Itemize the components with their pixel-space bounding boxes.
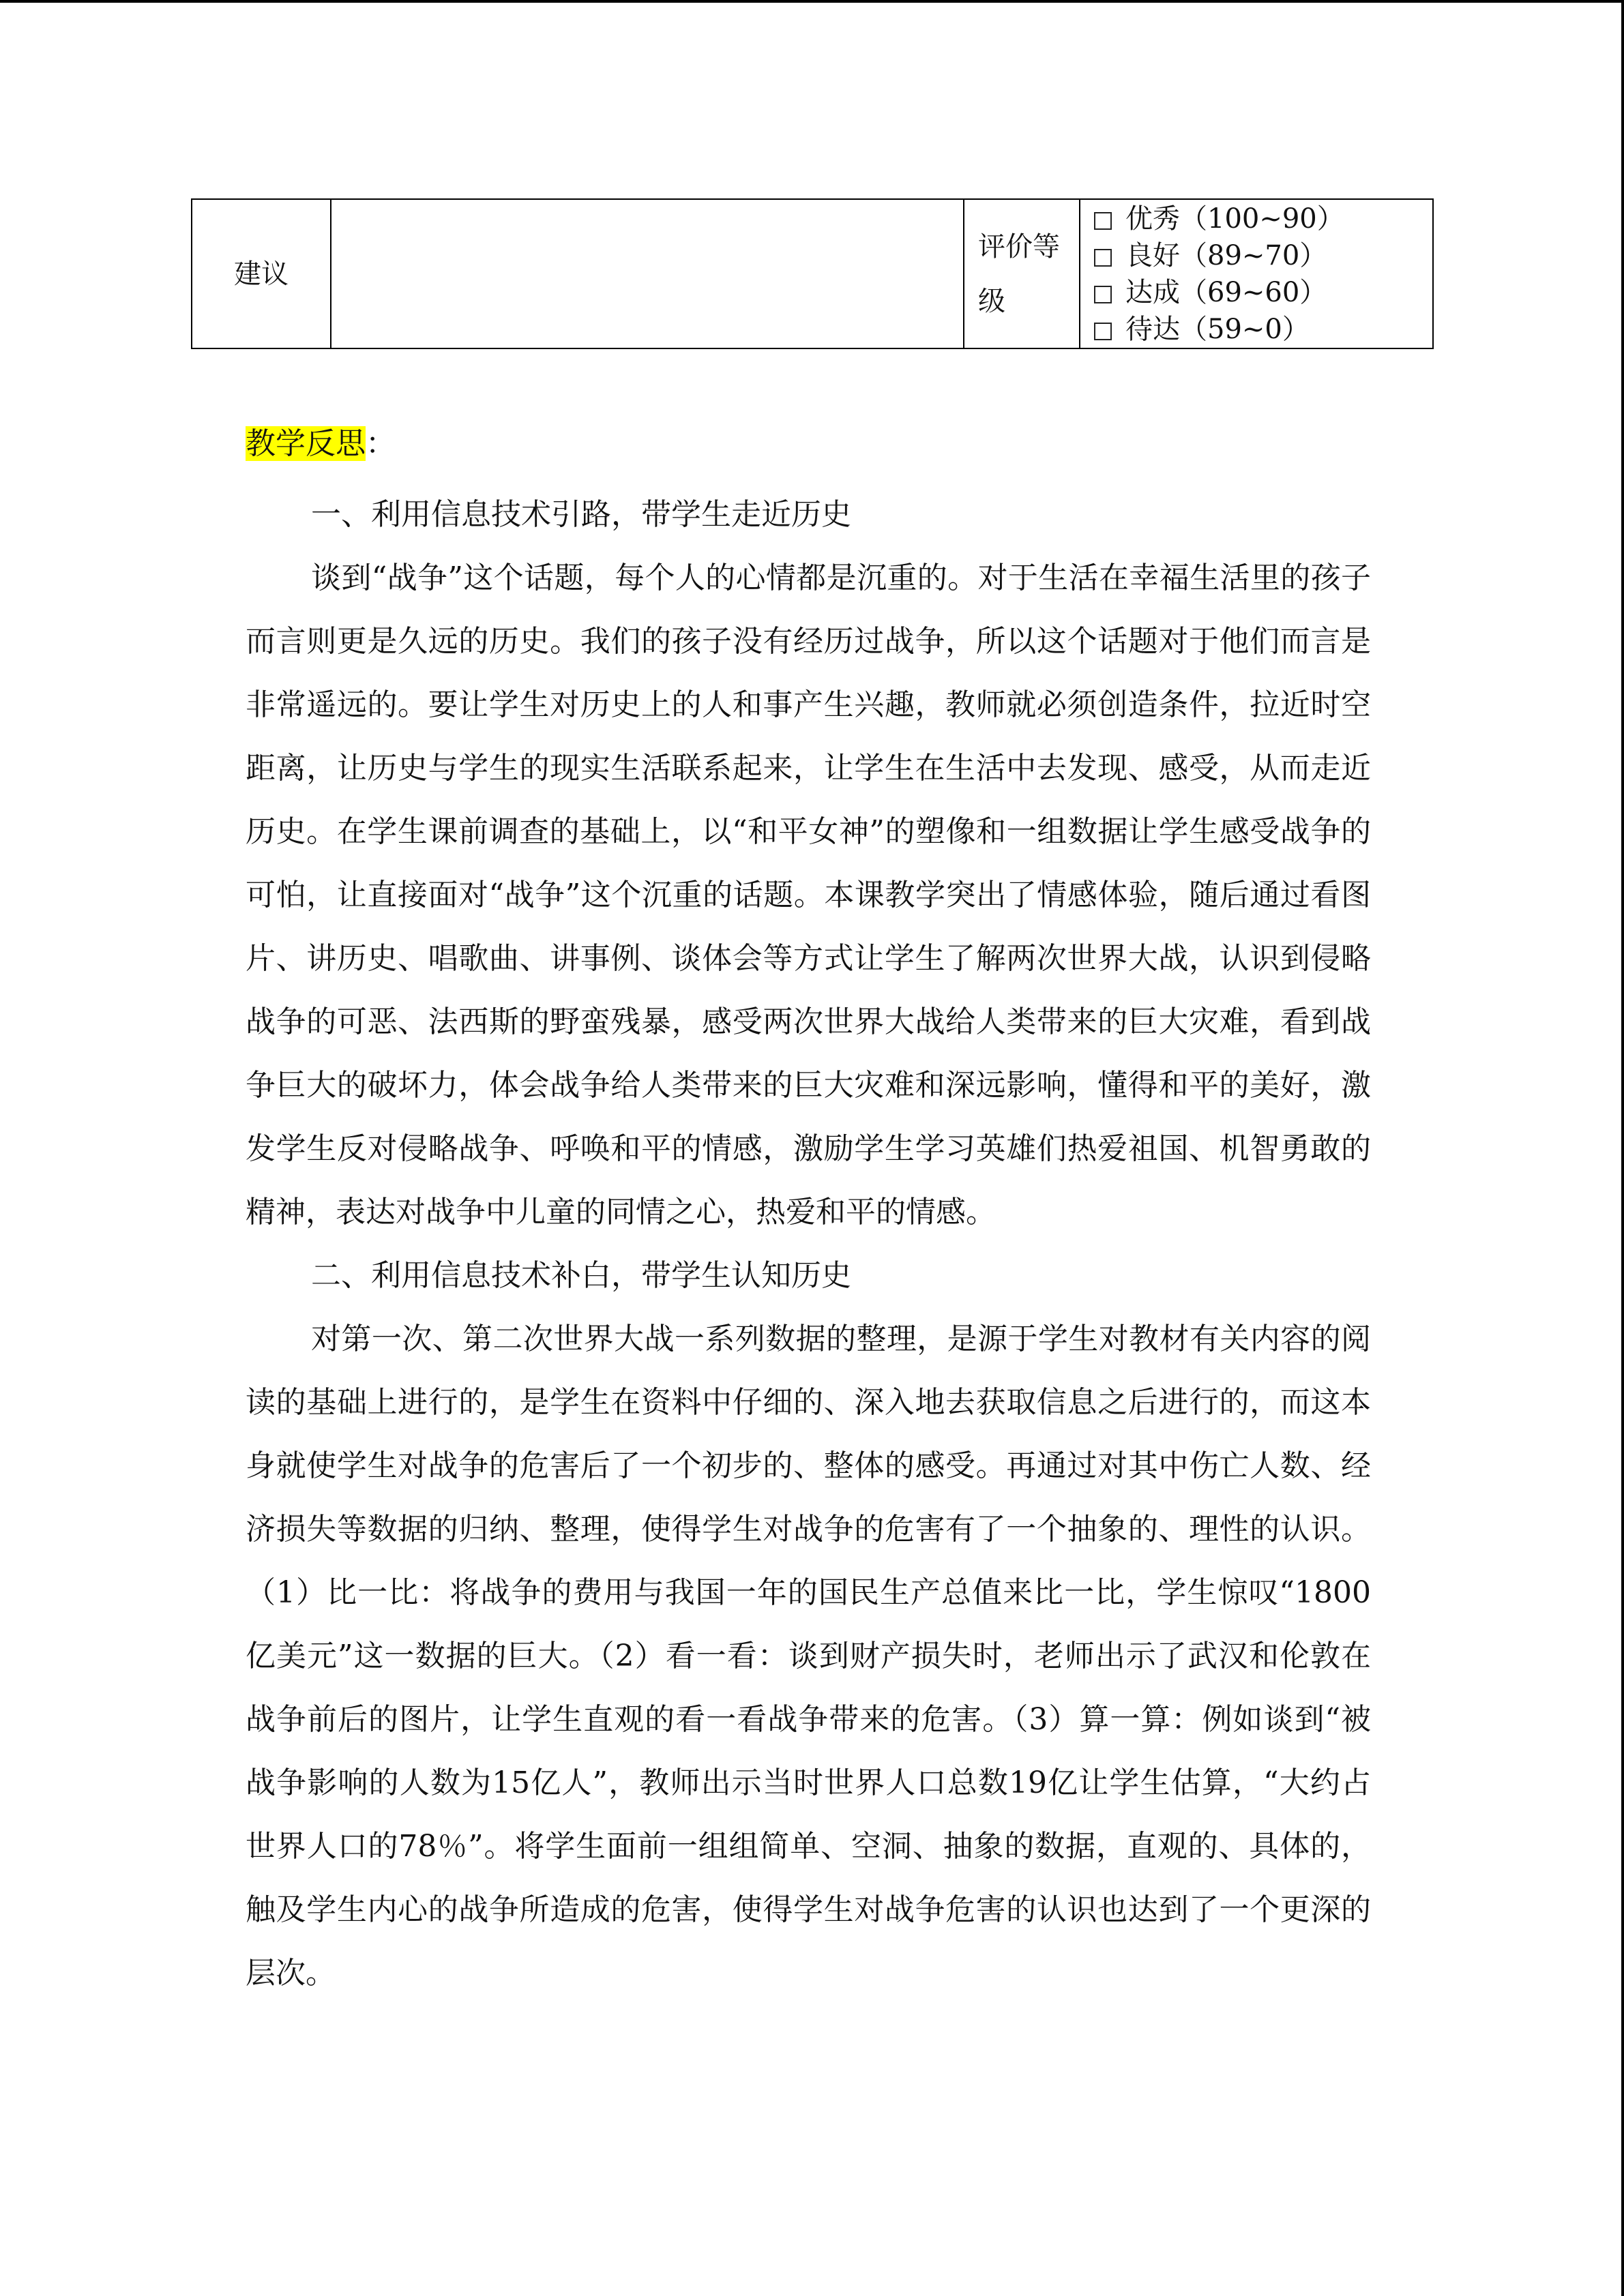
suggestion-field[interactable] bbox=[331, 199, 964, 348]
evaluation-table bbox=[191, 198, 1434, 349]
grade-option-good[interactable] bbox=[1094, 237, 1432, 274]
checkbox-icon[interactable] bbox=[1094, 286, 1112, 303]
suggestion-label: 建议 bbox=[192, 199, 331, 348]
grade-options-cell bbox=[1080, 199, 1433, 348]
checkbox-icon[interactable] bbox=[1094, 249, 1112, 267]
section-paragraph: 对第一次、第二次世界大战一系列数据的整理，是源于学生对教材有关内容的阅读的基础上进行的，是学生在资料中仔细的、深入地去获取信息之后进行的，而这本身就使学生对战争的危害后了一个初步的、整体的感受。再通过对其中伤亡人数、经济损失等数据的归纳、整理，使得学生对战争的危害有了一个抽象的、理性的认识。（1）比一比：将战争的费用与我国一年的国民生产总值来比一比，学生惊叹“1800亿美元”这一数据的巨大。（2）看一看：谈到财产损失时，老师出示了武汉和伦敦在战争前后的图片，让学生直观的看一看战争带来的危害。（3）算一算：例如谈到“被战争影响的人数为15亿人”，教师出示当时世界人口总数19亿让学生估算，“大约占世界人口的78％”。将学生面前一组组简单、空洞、抽象的数据，直观的、具体的，触及学生内心的战争所造成的危害，使得学生对战争危害的认识也达到了一个更深的层次。 bbox=[246, 1322, 1371, 1991]
reflection-content bbox=[246, 416, 1371, 2005]
grade-option-excellent[interactable] bbox=[1094, 200, 1432, 237]
reflection-heading-text: 教学反思 bbox=[246, 426, 366, 461]
checkbox-icon[interactable] bbox=[1094, 323, 1112, 340]
grade-option-achieved[interactable] bbox=[1094, 274, 1432, 311]
checkbox-icon[interactable] bbox=[1094, 212, 1112, 230]
reflection-heading bbox=[246, 416, 1371, 472]
grade-option-label: 待达（59~0） bbox=[1125, 313, 1310, 345]
evaluation-row bbox=[192, 199, 1433, 348]
section-title: 二、利用信息技术补白，带学生认知历史 bbox=[311, 1258, 851, 1293]
grade-options bbox=[1094, 200, 1432, 348]
grade-option-label: 达成（69~60） bbox=[1125, 276, 1327, 308]
grade-option-label: 优秀（100~90） bbox=[1125, 203, 1344, 235]
grade-option-label: 良好（89~70） bbox=[1125, 239, 1327, 271]
section-title: 一、利用信息技术引路，带学生走近历史 bbox=[311, 497, 851, 532]
grade-option-pending[interactable] bbox=[1094, 311, 1432, 348]
section-paragraph: 谈到“战争”这个话题，每个人的心情都是沉重的。对于生活在幸福生活里的孩子而言则更是久远的历史。我们的孩子没有经历过战争，所以这个话题对于他们而言是非常遥远的。要让学生对历史上的人和事产生兴趣，教师就必须创造条件，拉近时空距离，让历史与学生的现实生活联系起来，让学生在生活中去发现、感受，从而走近历史。在学生课前调查的基础上，以“和平女神”的塑像和一组数据让学生感受战争的可怕，让直接面对“战争”这个沉重的话题。本课教学突出了情感体验，随后通过看图片、讲历史、唱歌曲、讲事例、谈体会等方式让学生了解两次世界大战，认识到侵略战争的可恶、法西斯的野蛮残暴，感受两次世界大战给人类带来的巨大灾难，看到战争巨大的破坏力，体会战争给人类带来的巨大灾难和深远影响，懂得和平的美好，激发学生反对侵略战争、呼唤和平的情感，激励学生学习英雄们热爱祖国、机智勇敢的精神，表达对战争中儿童的同情之心，热爱和平的情感。 bbox=[246, 561, 1371, 1229]
grade-label: 评价等级 bbox=[964, 199, 1080, 348]
reflection-section-2 bbox=[246, 1244, 1371, 2005]
reflection-section-1 bbox=[246, 483, 1371, 1244]
reflection-heading-colon: ： bbox=[366, 426, 396, 461]
